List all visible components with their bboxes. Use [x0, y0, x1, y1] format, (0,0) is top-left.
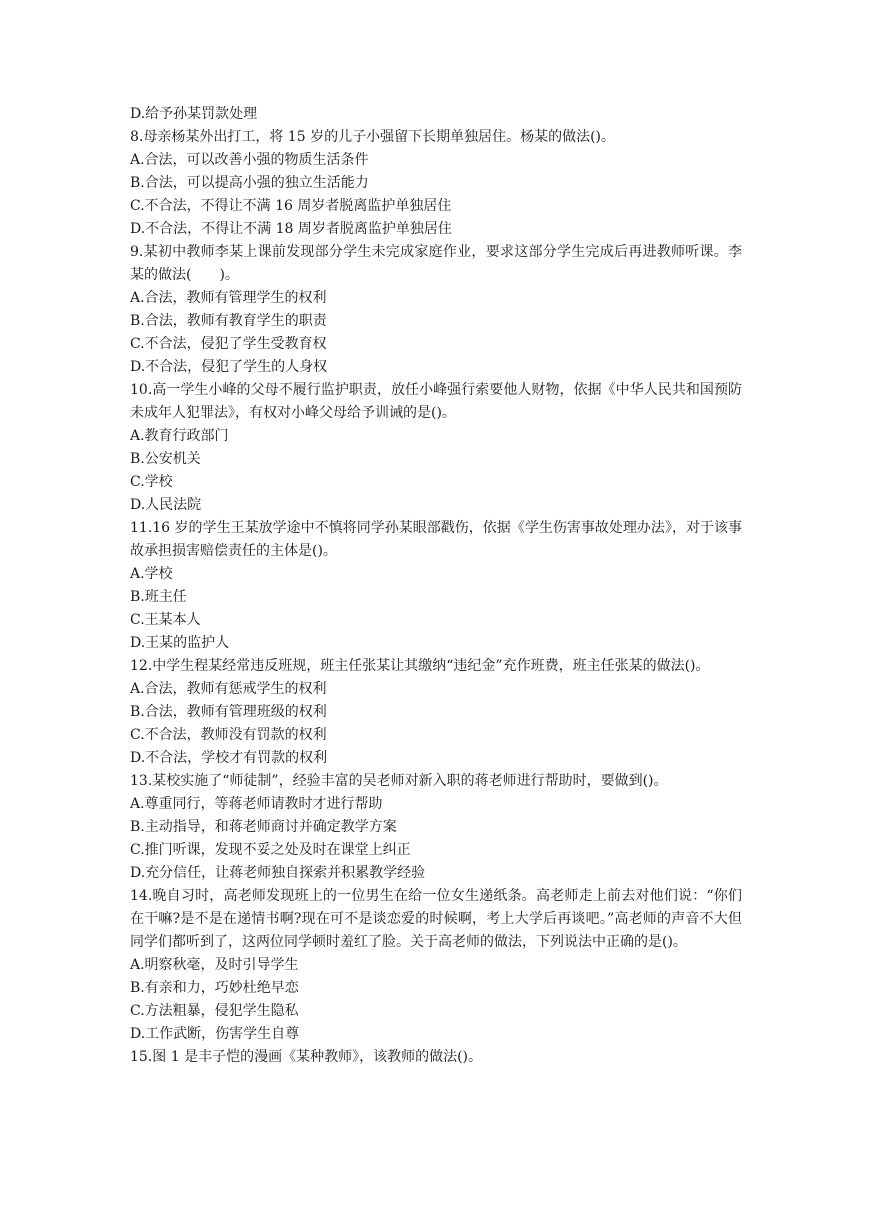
option-line: D.王某的监护人: [130, 635, 230, 651]
option-line: C.不合法，不得让不满 16 周岁者脱离监护单独居住: [130, 198, 452, 214]
option-line: D.不合法，不得让不满 18 周岁者脱离监护单独居住: [130, 221, 452, 237]
option-line: C.不合法，教师没有罚款的权利: [130, 727, 327, 743]
option-line: A.教育行政部门: [130, 428, 229, 444]
question-text-block: [130, 103, 742, 1069]
question-15-stem: 15.图 1 是丰子恺的漫画《某种教师》，该教师的做法()。: [130, 1049, 482, 1065]
question-12-stem: 12.中学生程某经常违反班规，班主任张某让其缴纳“违纪金”充作班费，班主任张某的做法()。: [130, 658, 710, 674]
option-line: B.公安机关: [130, 451, 201, 467]
option-line: D.人民法院: [130, 497, 202, 513]
option-line: B.主动指导，和蒋老师商讨并确定教学方案: [130, 819, 397, 835]
option-line: A.明察秋毫，及时引导学生: [130, 957, 299, 973]
option-line: D.工作武断，伤害学生自尊: [130, 1026, 300, 1042]
option-line: B.有亲和力，巧妙杜绝早恋: [130, 980, 299, 996]
option-line: C.学校: [130, 474, 173, 490]
option-line: D.给予孙某罚款处理: [130, 106, 258, 122]
option-line: B.合法，教师有管理班级的权利: [130, 704, 327, 720]
option-line: B.合法，可以提高小强的独立生活能力: [130, 175, 369, 191]
option-line: D.充分信任，让蒋老师独自探索并积累教学经验: [130, 865, 426, 881]
option-line: D.不合法，学校才有罚款的权利: [130, 750, 328, 766]
option-line: C.王某本人: [130, 612, 201, 628]
question-9-stem: 9.某初中教师李某上课前发现部分学生未完成家庭作业，要求这部分学生完成后再进教师听课。李某的做法( )。: [130, 244, 742, 283]
option-line: A.合法，可以改善小强的物质生活条件: [130, 152, 369, 168]
option-line: D.不合法，侵犯了学生的人身权: [130, 359, 328, 375]
option-line: C.推门听课，发现不妥之处及时在课堂上纠正: [130, 842, 411, 858]
option-line: A.学校: [130, 566, 173, 582]
option-line: A.合法，教师有管理学生的权利: [130, 290, 327, 306]
option-line: C.方法粗暴，侵犯学生隐私: [130, 1003, 299, 1019]
option-line: B.合法，教师有教育学生的职责: [130, 313, 327, 329]
question-10-stem: 10.高一学生小峰的父母不履行监护职责，放任小峰强行索要他人财物，依据《中华人民共和国预防未成年人犯罪法》，有权对小峰父母给予训诫的是()。: [130, 382, 742, 421]
question-11-stem: 11.16 岁的学生王某放学途中不慎将同学孙某眼部戳伤，依据《学生伤害事故处理办法》，对于该事故承担损害赔偿责任的主体是()。: [130, 520, 742, 559]
option-line: A.合法，教师有惩戒学生的权利: [130, 681, 327, 697]
question-13-stem: 13.某校实施了“师徒制”，经验丰富的吴老师对新入职的蒋老师进行帮助时，要做到()。: [130, 773, 668, 789]
question-14-stem: 14.晚自习时，高老师发现班上的一位男生在给一位女生递纸条。高老师走上前去对他们说：“你们在干嘛?是不是在递情书啊?现在可不是谈恋爱的时候啊，考上大学后再谈吧。”高老师的声音不大但同学们都听到了，这两位同学顿时羞红了脸。关于高老师的做法，下列说法中正确的是()。: [130, 888, 742, 950]
question-8-stem: 8.母亲杨某外出打工，将 15 岁的儿子小强留下长期单独居住。杨某的做法()。: [130, 129, 615, 145]
option-line: A.尊重同行，等蒋老师请教时才进行帮助: [130, 796, 383, 812]
option-line: B.班主任: [130, 589, 187, 605]
option-line: C.不合法，侵犯了学生受教育权: [130, 336, 327, 352]
